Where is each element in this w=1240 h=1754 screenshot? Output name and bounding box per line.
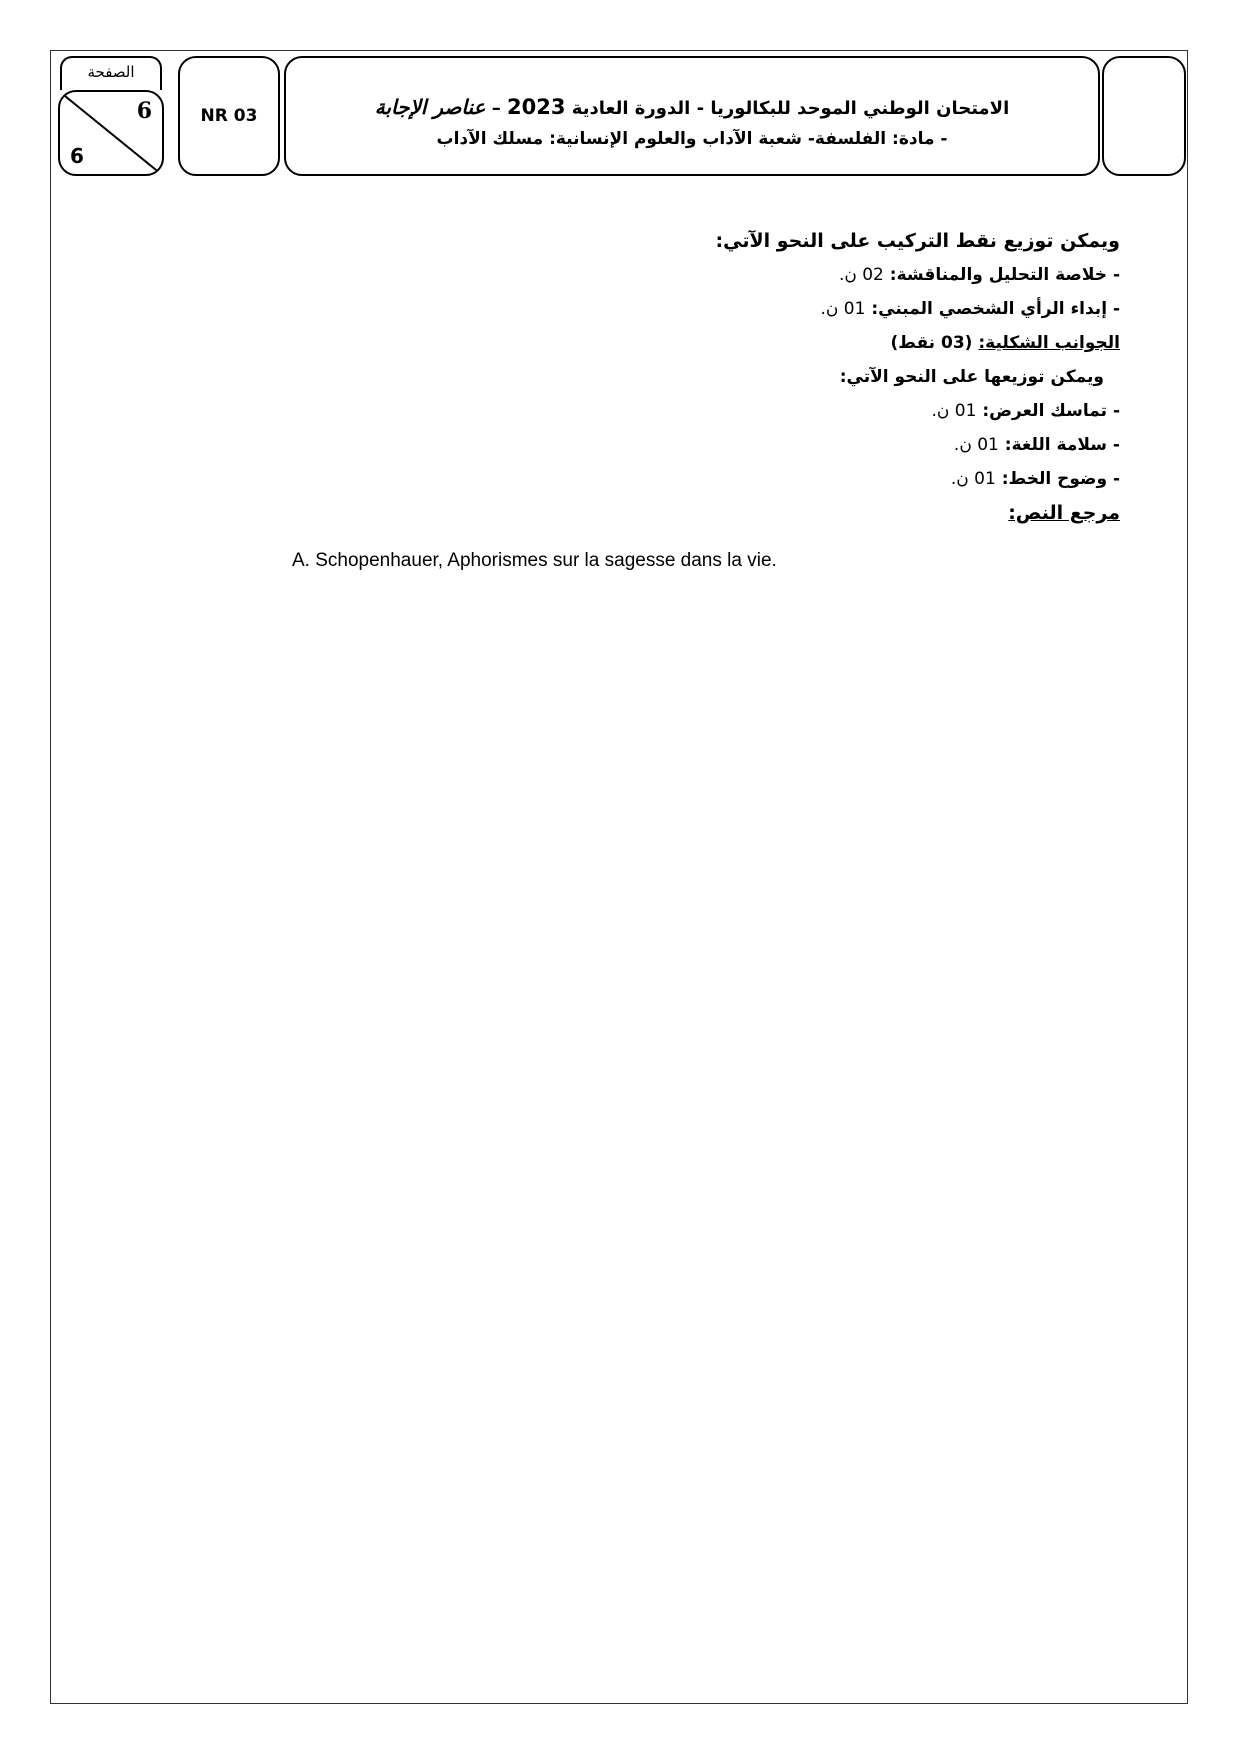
item-points: 01 ن.: [953, 435, 999, 455]
exam-title-text: الامتحان الوطني الموحد للبكالوريا - الدورة العادية: [571, 98, 1010, 119]
list-item: [360, 258, 1120, 292]
item-label: - تماسك العرض:: [982, 401, 1120, 421]
exam-subtitle: - مادة: الفلسفة- شعبة الآداب والعلوم الإنسانية: مسلك الآداب: [436, 129, 948, 149]
reference-heading: [360, 496, 1120, 530]
blank-header-box: [1102, 56, 1186, 176]
synthesis-intro: ويمكن توزيع نقط التركيب على النحو الآتي:: [715, 230, 1120, 252]
item-label: - سلامة اللغة:: [1004, 435, 1120, 455]
exam-title-box: [284, 56, 1100, 176]
item-label: - إبداء الرأي الشخصي المبني:: [871, 299, 1120, 319]
formal-heading-text: الجوانب الشكلية:: [978, 333, 1120, 353]
formal-intro: ويمكن توزيعها على النحو الآتي:: [839, 367, 1104, 387]
item-label: - وضوح الخط:: [1001, 469, 1120, 489]
list-item: [360, 394, 1120, 428]
title-dash: –: [491, 98, 501, 119]
item-points: 02 ن.: [838, 265, 884, 285]
item-label: - خلاصة التحليل والمناقشة:: [889, 265, 1120, 285]
grading-content: [360, 224, 1120, 530]
exam-title: [286, 92, 1098, 124]
page-counter: [58, 90, 164, 176]
list-item: [360, 462, 1120, 496]
answers-label: عناصر الإجابة: [374, 95, 486, 119]
item-points: 01 ن.: [820, 299, 866, 319]
item-points: 01 ن.: [931, 401, 977, 421]
reference-heading-text: مرجع النص:: [1008, 502, 1120, 524]
page-current: 6: [136, 98, 152, 124]
exam-code: NR 03: [178, 56, 280, 176]
formal-points: (03 نقط): [890, 333, 973, 353]
list-item: [360, 428, 1120, 462]
formal-heading: [360, 326, 1120, 360]
page-total: 6: [70, 144, 84, 168]
item-points: 01 ن.: [950, 469, 996, 489]
text-reference: A. Schopenhauer, Aphorismes sur la sagesse dans la vie.: [292, 550, 777, 571]
exam-year: 2023: [507, 95, 566, 119]
list-item: [360, 292, 1120, 326]
page-label: الصفحة: [60, 56, 162, 90]
